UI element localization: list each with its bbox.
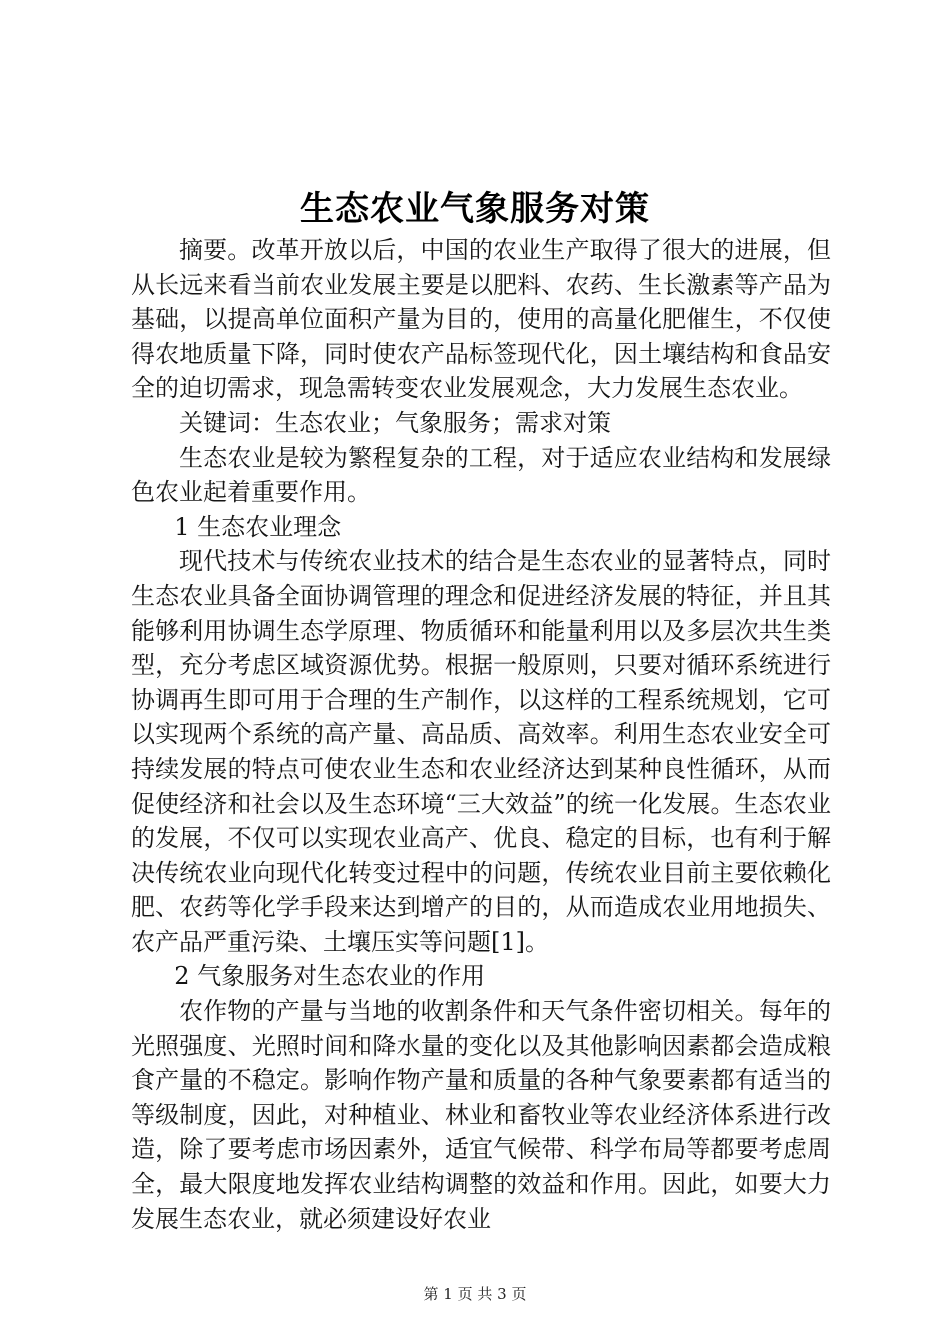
- abstract-paragraph: 摘要。改革开放以后，中国的农业生产取得了很大的进展，但从长远来看当前农业发展主要是以肥料、农药、生长激素等产品为基础，以提高单位面积产量为目的，使用的高量化肥催生，不仅使得农地质量下降，同时使农产品标签现代化，因土壤结构和食品安全的迫切需求，现急需转变农业发展观念，大力发展生态农业。: [131, 236, 831, 403]
- document-title: 生态农业气象服务对策: [300, 189, 650, 229]
- intro-paragraph: 生态农业是较为繁程复杂的工程，对于适应农业结构和发展绿色农业起着重要作用。: [131, 443, 831, 507]
- keywords-line: 关键词：生态农业；气象服务；需求对策: [179, 408, 611, 437]
- section-heading-2: 2 气象服务对生态农业的作用: [174, 962, 486, 991]
- section-2-paragraph: 农作物的产量与当地的收割条件和天气条件密切相关。每年的光照强度、光照时间和降水量的变化以及其他影响因素都会造成粮食产量的不稳定。影响作物产量和质量的各种气象要素都有适当的等级制度，因此，对种植业、林业和畜牧业等农业经济体系进行改造，除了要考虑市场因素外，适宜气候带、科学布局等都要考虑周全，最大限度地发挥农业结构调整的效益和作用。因此，如要大力发展生态农业，就必须建设好农业: [131, 997, 831, 1233]
- page-number-footer: 第 1 页 共 3 页: [423, 1285, 527, 1303]
- section-heading-1: 1 生态农业理念: [174, 512, 342, 541]
- section-1-paragraph: 现代技术与传统农业技术的结合是生态农业的显著特点，同时生态农业具备全面协调管理的理念和促进经济发展的特征，并且其能够利用协调生态学原理、物质循环和能量利用以及多层次共生类型，充分考虑区域资源优势。根据一般原则，只要对循环系统进行协调再生即可用于合理的生产制作，以这样的工程系统规划，它可以实现两个系统的高产量、高品质、高效率。利用生态农业安全可持续发展的特点可使农业生态和农业经济达到某种良性循环，从而促使经济和社会以及生态环境“三大效益”的统一化发展。生态农业的发展，不仅可以实现农业高产、优良、稳定的目标，也有利于解决传统农业向现代化转变过程中的问题，传统农业目前主要依赖化肥、农药等化学手段来达到增产的目的，从而造成农业用地损失、农产品严重污染、土壤压实等问题[1]。: [131, 547, 831, 956]
- document-body: [131, 233, 831, 1236]
